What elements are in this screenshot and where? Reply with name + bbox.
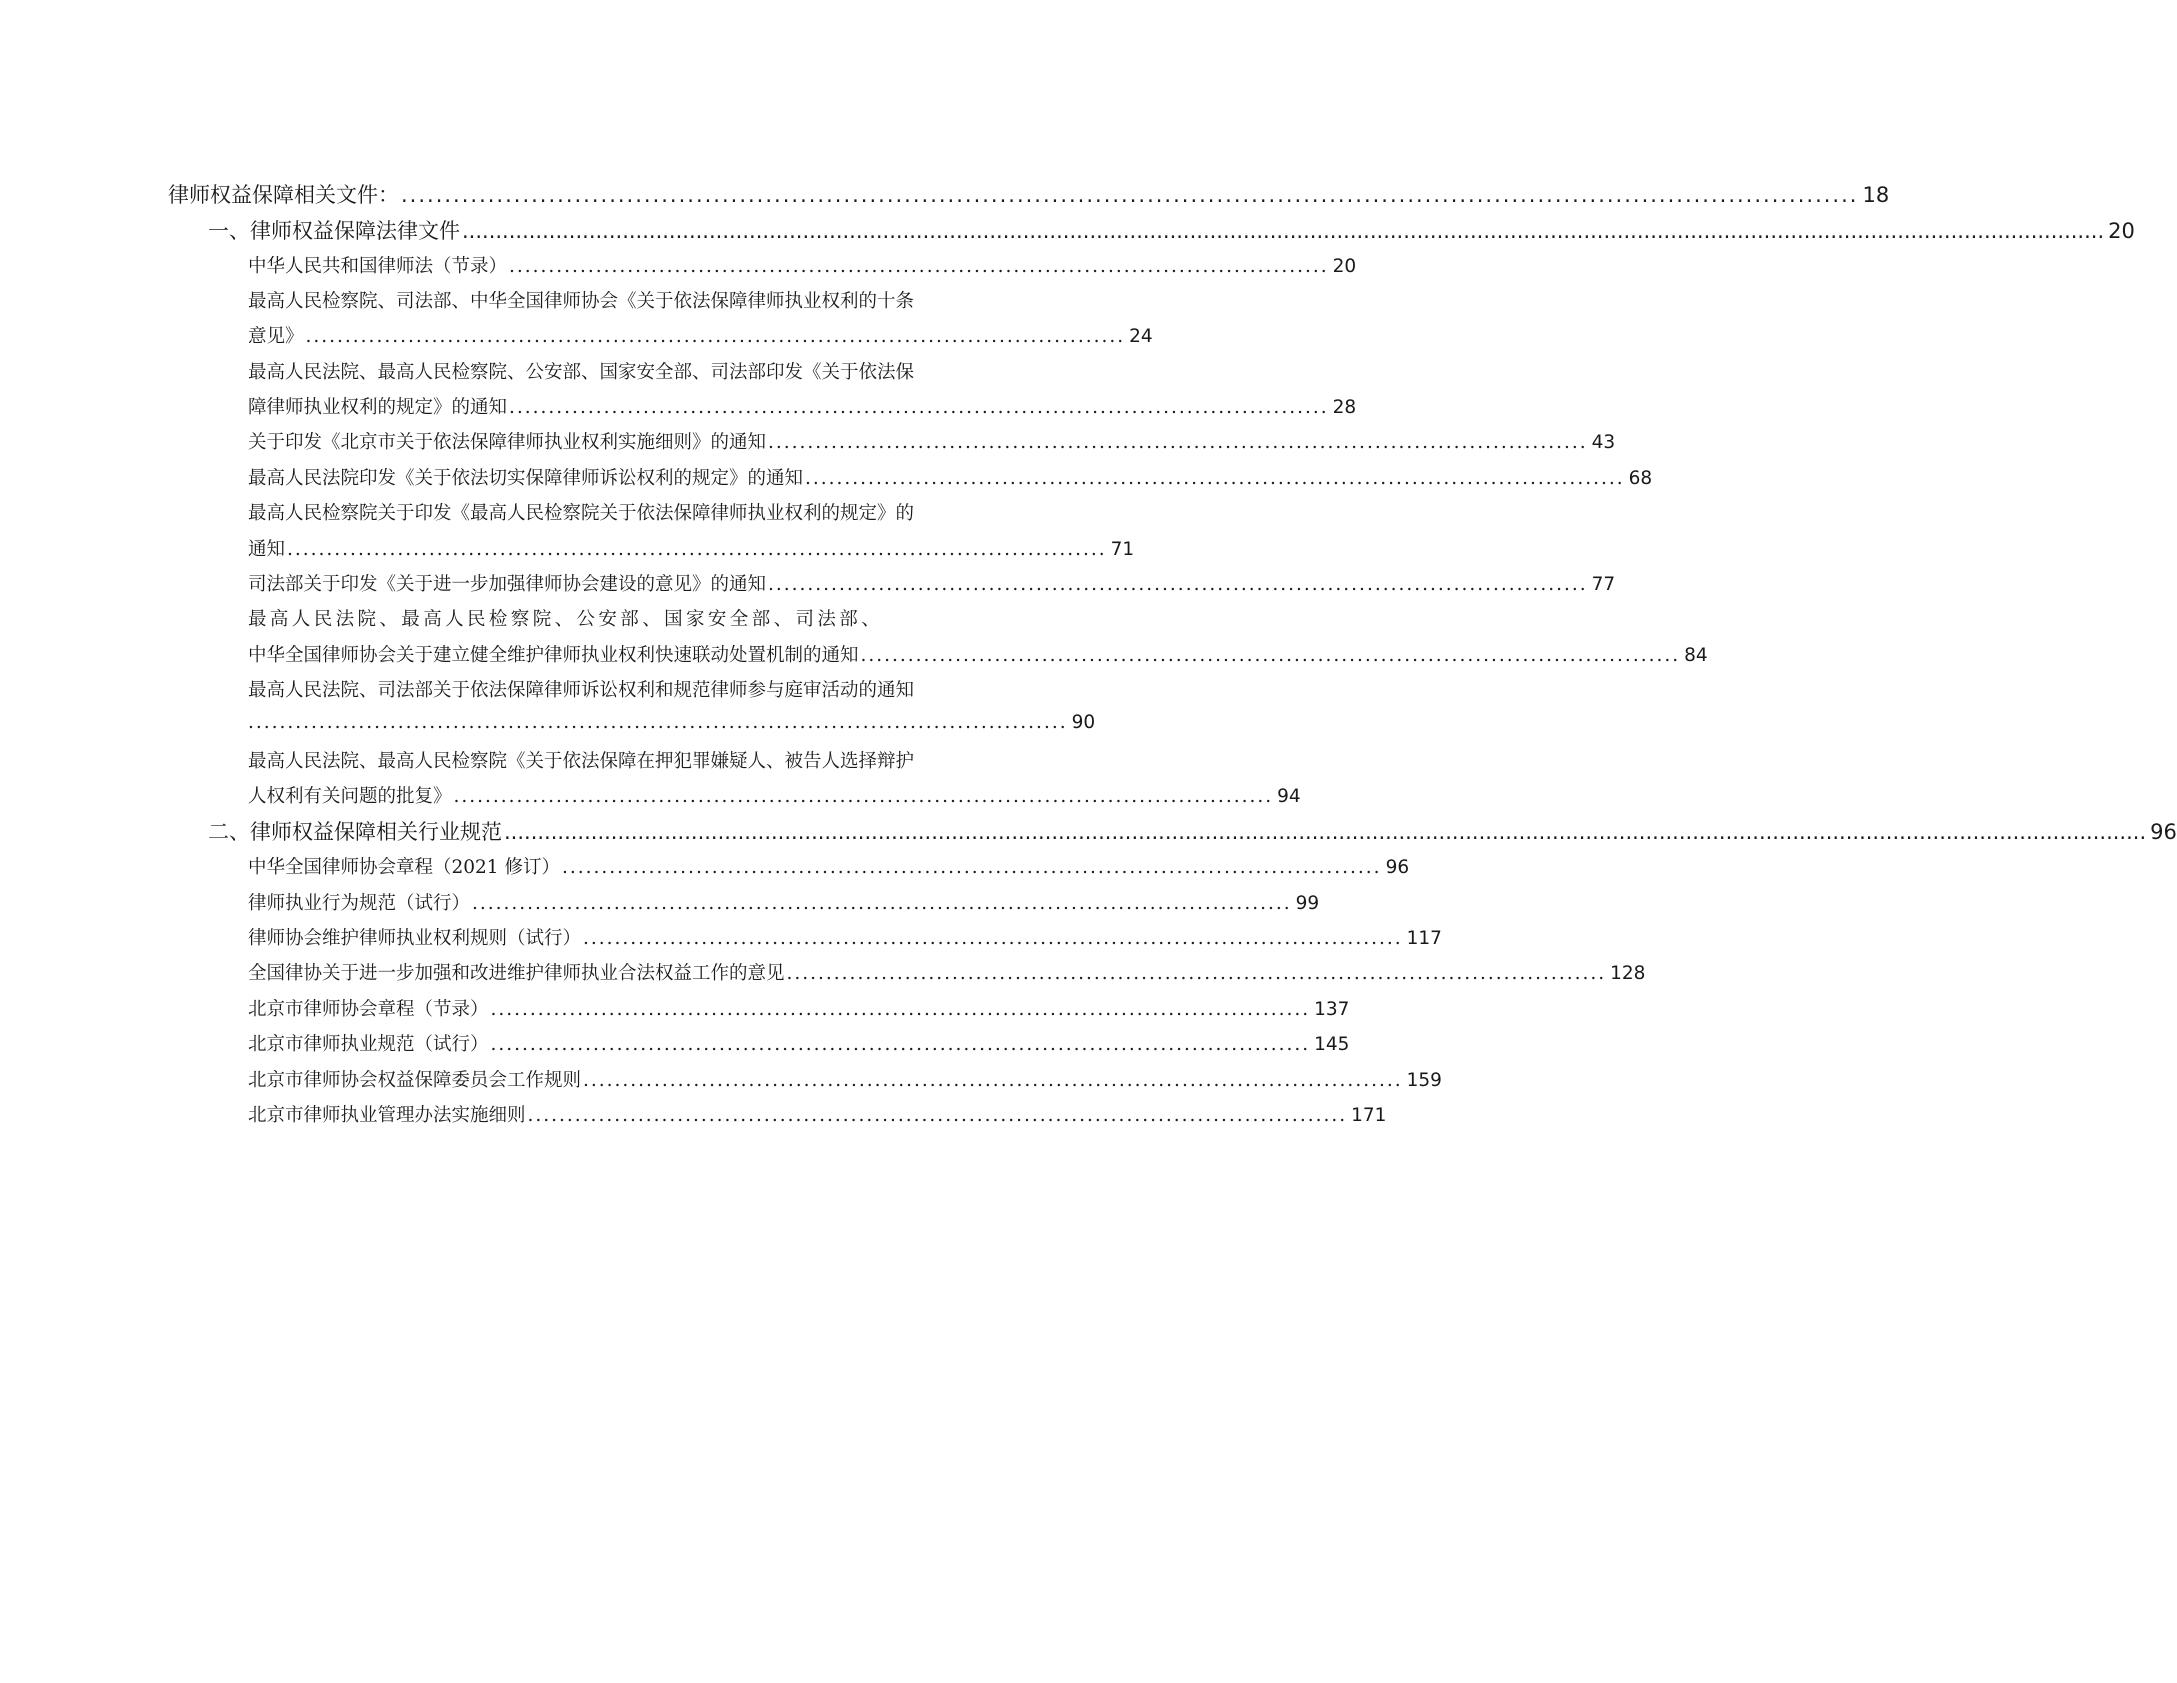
dot-leader: ...................................................................................................................................................................................................................................................... xyxy=(462,219,2105,243)
page-number: 145 xyxy=(1314,1034,1350,1055)
page-number: 77 xyxy=(1591,574,1616,595)
page-number: 71 xyxy=(1110,539,1135,560)
page-number: 99 xyxy=(1295,893,1320,914)
entry-title: 北京市律师执业管理办法实施细则 xyxy=(248,1105,526,1126)
dot-leader: ........................................................................................................ xyxy=(583,1070,1403,1091)
toc-entry[interactable] xyxy=(248,464,1653,490)
toc-entry[interactable] xyxy=(248,1030,1350,1056)
dot-leader: ........................................................................................................ xyxy=(490,1034,1311,1055)
page-number: 20 xyxy=(2108,219,2135,243)
toc-entry[interactable] xyxy=(248,1101,1387,1127)
entry-title-line: 最高人民法院、最高人民检察院《关于依法保障在押犯罪嫌疑人、被告人选择辩护 xyxy=(248,751,915,772)
entry-title: 北京市律师协会权益保障委员会工作规则 xyxy=(248,1070,582,1091)
entry-title: 中华全国律师协会关于建立健全维护律师执业权利快速联动处置机制的通知 xyxy=(248,645,859,666)
dot-leader: ........................................................................................................ xyxy=(583,928,1403,949)
toc-entry[interactable] xyxy=(248,393,1357,419)
dot-leader: ........................................................................................................ xyxy=(509,256,1329,277)
page-number: 171 xyxy=(1351,1105,1387,1126)
toc-entry[interactable] xyxy=(248,570,1616,596)
dot-leader: ........................................................................................................ xyxy=(561,857,1382,878)
dot-leader: ........................................................................................................ xyxy=(305,326,1126,347)
entry-title-line: 最高人民检察院关于印发《最高人民检察院关于依法保障律师执业权利的规定》的 xyxy=(248,503,915,524)
dot-leader: ........................................................................................................ xyxy=(287,539,1107,560)
dot-leader: ........................................................................................................ xyxy=(786,963,1607,984)
toc-title-row[interactable] xyxy=(168,179,1890,209)
toc-section-2[interactable] xyxy=(208,816,2177,846)
page-number: 20 xyxy=(1332,256,1357,277)
dot-leader: ........................................................................................................ xyxy=(768,574,1588,595)
toc-entry[interactable] xyxy=(248,889,1320,915)
entry-title: 中华人民共和国律师法（节录） xyxy=(248,256,508,277)
toc-entry[interactable] xyxy=(248,959,1646,985)
page-number: 43 xyxy=(1591,432,1616,453)
entry-title-line: 最高人民法院、最高人民检察院、公安部、国家安全部、司法部、 xyxy=(248,609,884,630)
entry-title: 通知 xyxy=(248,539,286,560)
dot-leader: ........................................................................................................ xyxy=(453,786,1274,807)
page-number: 24 xyxy=(1129,326,1153,347)
toc-entry[interactable] xyxy=(248,995,1350,1021)
toc-section-1[interactable] xyxy=(208,215,2135,245)
toc-entry[interactable] xyxy=(248,1066,1442,1092)
entry-title: 北京市律师执业规范（试行） xyxy=(248,1034,489,1055)
entry-title: 律师协会维护律师执业权利规则（试行） xyxy=(248,928,582,949)
toc-entry[interactable] xyxy=(248,535,1135,561)
page-number: 68 xyxy=(1628,468,1653,489)
page-number: 96 xyxy=(2150,820,2177,844)
entry-title: 司法部关于印发《关于进一步加强律师协会建设的意见》的通知 xyxy=(248,574,767,595)
entry-title: 中华全国律师协会章程（2021 修订） xyxy=(248,857,560,878)
entry-title-line: 最高人民法院、最高人民检察院、公安部、国家安全部、司法部印发《关于依法保 xyxy=(248,362,915,383)
dot-leader: ........................................................................................................................................................................ xyxy=(401,183,1859,207)
entry-title: 意见》 xyxy=(248,326,304,347)
dot-leader: ...................................................................................................................................................................................................................................................... xyxy=(504,820,2147,844)
section-title: 二、律师权益保障相关行业规范 xyxy=(208,820,502,844)
page-number: 128 xyxy=(1610,963,1646,984)
entry-title: 最高人民法院印发《关于依法切实保障律师诉讼权利的规定》的通知 xyxy=(248,468,804,489)
page-number: 117 xyxy=(1406,928,1442,949)
page-number: 96 xyxy=(1385,857,1410,878)
dot-leader: ........................................................................................................ xyxy=(805,468,1625,489)
section-title: 一、律师权益保障法律文件 xyxy=(208,219,460,243)
toc-entry[interactable] xyxy=(248,252,1357,278)
dot-leader: ........................................................................................................ xyxy=(490,999,1311,1020)
toc-title: 律师权益保障相关文件： xyxy=(168,183,399,207)
entry-title-line: 最高人民法院、司法部关于依法保障律师诉讼权利和规范律师参与庭审活动的通知 xyxy=(248,680,915,701)
page-number: 28 xyxy=(1332,397,1357,418)
entry-title: 障律师执业权利的规定》的通知 xyxy=(248,397,508,418)
page-number: 90 xyxy=(1071,712,1096,733)
page-number: 18 xyxy=(1862,183,1890,207)
dot-leader: ........................................................................................................ xyxy=(860,645,1681,666)
dot-leader: ........................................................................................................ xyxy=(248,712,1068,733)
toc-entry[interactable] xyxy=(248,853,1410,879)
page-number: 137 xyxy=(1314,999,1350,1020)
dot-leader: ........................................................................................................ xyxy=(527,1105,1348,1126)
entry-title: 北京市律师协会章程（节录） xyxy=(248,999,489,1020)
toc-entry[interactable] xyxy=(248,712,1096,733)
toc-entry[interactable] xyxy=(248,428,1616,454)
dot-leader: ........................................................................................................ xyxy=(768,432,1588,453)
entry-title-line: 最高人民检察院、司法部、中华全国律师协会《关于依法保障律师执业权利的十条 xyxy=(248,291,915,312)
entry-title: 关于印发《北京市关于依法保障律师执业权利实施细则》的通知 xyxy=(248,432,767,453)
toc-entry[interactable] xyxy=(248,641,1708,667)
toc-entry[interactable] xyxy=(248,782,1301,808)
dot-leader: ........................................................................................................ xyxy=(509,397,1329,418)
entry-title: 律师执业行为规范（试行） xyxy=(248,893,471,914)
toc-entry[interactable] xyxy=(248,322,1153,348)
page-number: 84 xyxy=(1684,645,1708,666)
entry-title: 全国律协关于进一步加强和改进维护律师执业合法权益工作的意见 xyxy=(248,963,785,984)
page-number: 159 xyxy=(1406,1070,1442,1091)
page-number: 94 xyxy=(1277,786,1301,807)
entry-title: 人权利有关问题的批复》 xyxy=(248,786,452,807)
toc-entry[interactable] xyxy=(248,924,1442,950)
dot-leader: ........................................................................................................ xyxy=(472,893,1292,914)
